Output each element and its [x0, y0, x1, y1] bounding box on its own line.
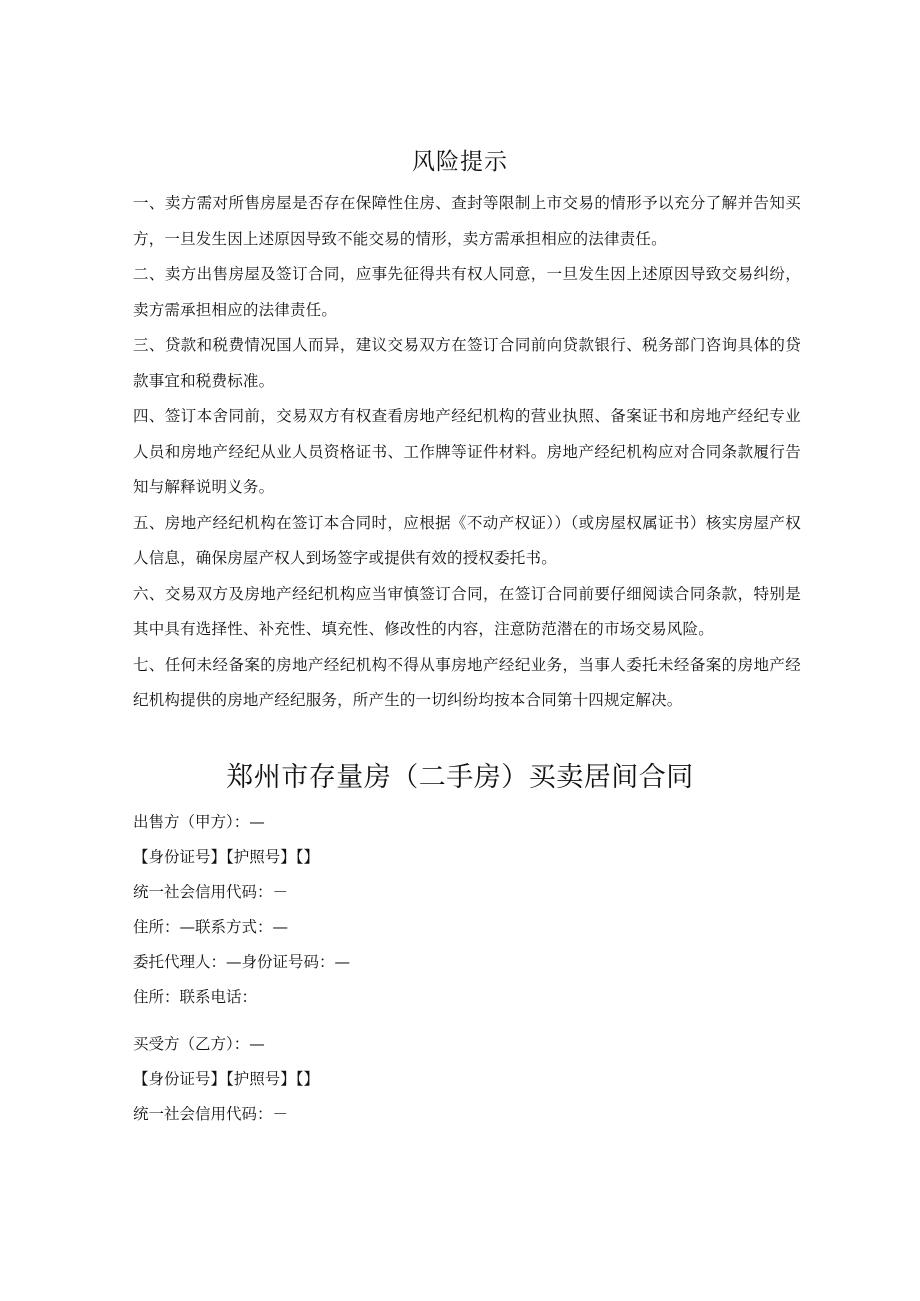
contract-title: 郑州市存量房（二手房）买卖居间合同	[226, 762, 694, 793]
seller-agent-field: 委托代理人：—身份证号码：—	[133, 953, 351, 971]
seller-party-field: 出售方（甲方）：—	[133, 813, 265, 831]
risk-item-6: 六、交易双方及房地产经纪机构应当审慎签订合同，在签订合同前要仔细阅读合同条款，特别是其中具有选择性、补充性、填充性、修改性的内容，注意防范潜在的市场交易风险。	[133, 584, 801, 638]
risk-notice-list	[133, 186, 801, 719]
buyer-credit-code-field: 统一社会信用代码：－	[133, 1105, 289, 1123]
seller-id-type-field: 【身份证号】【护照号】【】	[133, 848, 320, 866]
buyer-party-field: 买受方（乙方）：—	[133, 1035, 265, 1053]
risk-item-5: 五、房地产经纪机构在签订本合同时，应根据《不动产权证））（或房屋权属证书）核实房屋产权人信息，确保房屋产权人到场签字或提供有效的授权委托书。	[133, 513, 801, 567]
risk-item-3: 三、贷款和税费情况国人而异，建议交易双方在签订合同前向贷款银行、税务部门咨询具体的贷款事宜和税费标准。	[133, 336, 801, 390]
risk-item-1: 一、卖方需对所售房屋是否存在保障性住房、查封等限制上市交易的情形予以充分了解并告知买方，一旦发生因上述原因导致不能交易的情形，卖方需承担相应的法律责任。	[133, 194, 801, 248]
buyer-id-type-field: 【身份证号】【护照号】【】	[133, 1070, 320, 1088]
seller-credit-code-field: 统一社会信用代码：－	[133, 883, 289, 901]
seller-agent-address-phone-field: 住所：联系电话：	[133, 988, 258, 1006]
risk-item-4: 四、签订本舍同前，交易双方有权查看房地产经纪机构的营业执照、备案证书和房地产经纪专业人员和房地产经纪从业人员资格证书、工作牌等证件材料。房地产经纪机构应对合同条款履行告知与解释说明义务。	[133, 407, 801, 496]
risk-item-7: 七、任何未经备案的房地产经纪机构不得从事房地产经纪业务，当事人委托未经备案的房地产经纪机构提供的房地产经纪服务，所产生的一切纠纷均按本合同第十四规定解决。	[133, 655, 801, 709]
risk-item-2: 二、卖方出售房屋及签订合同，应事先征得共有权人同意，一旦发生因上述原因导致交易纠纷，卖方需承担相应的法律责任。	[133, 265, 801, 319]
seller-address-contact-field: 住所：—联系方式：—	[133, 918, 289, 936]
risk-notice-title: 风险提示	[412, 149, 508, 175]
